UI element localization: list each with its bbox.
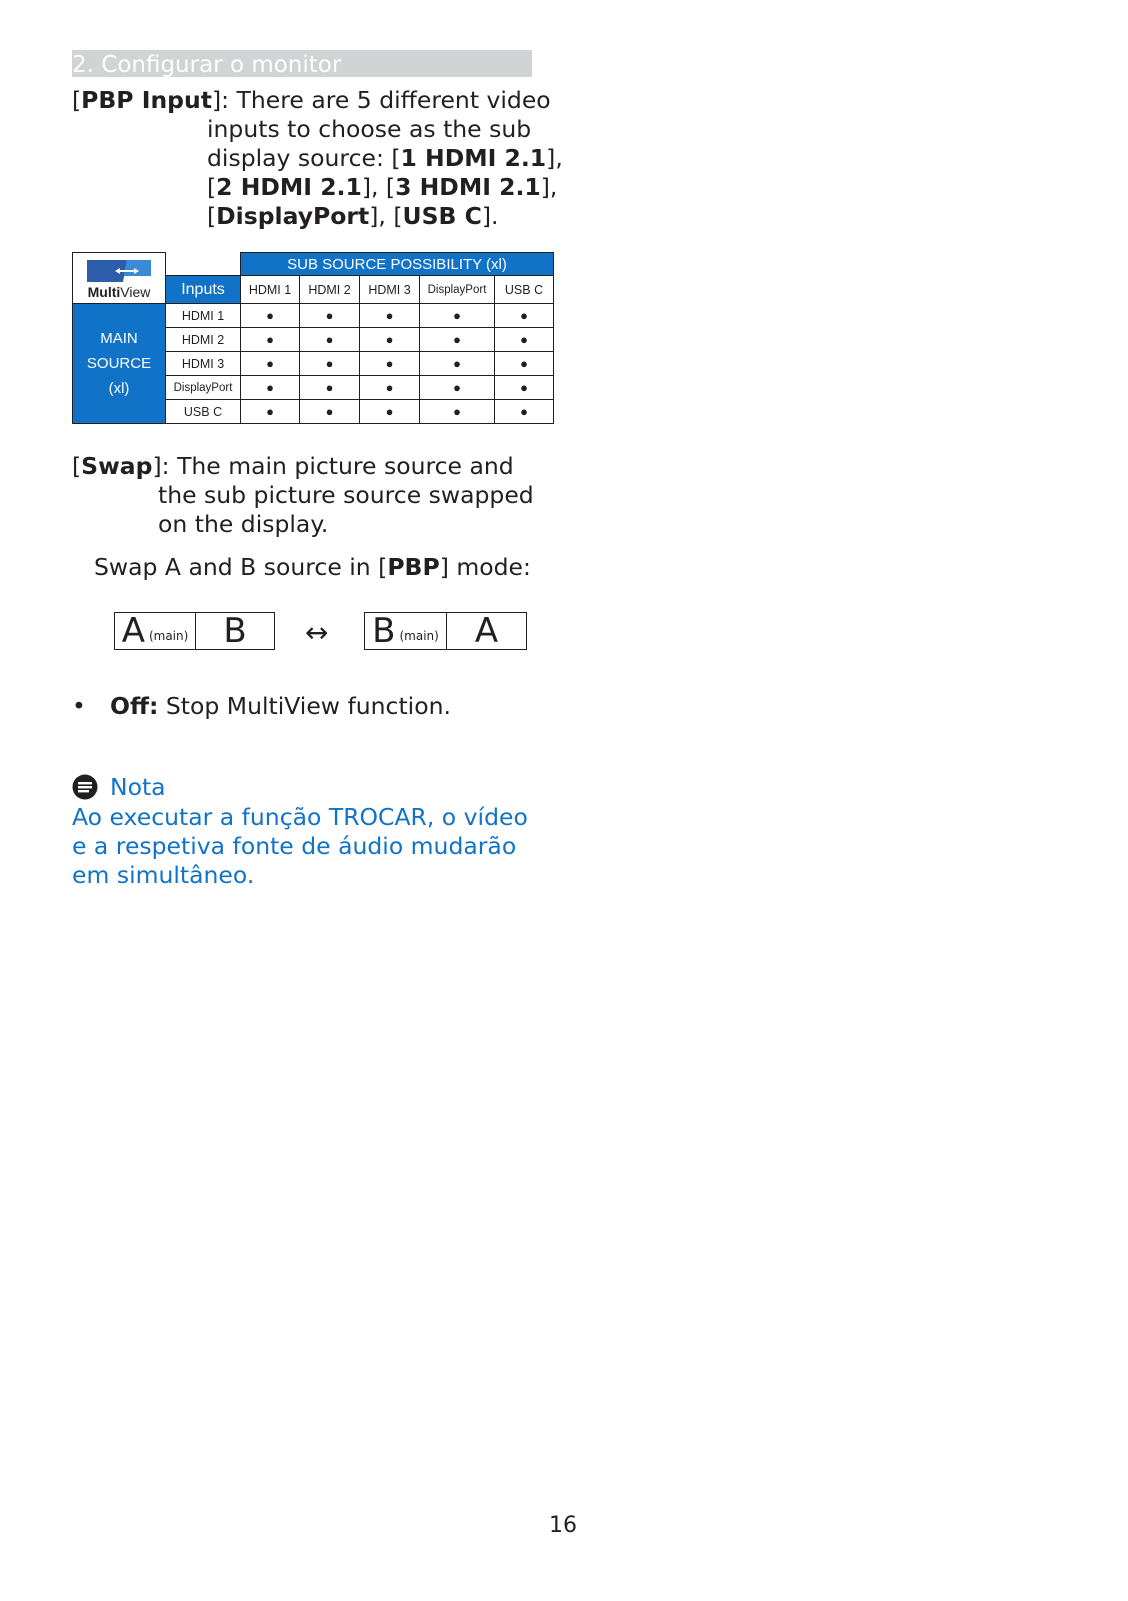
note-line1: Ao executar a função TROCAR, o vídeo — [72, 803, 528, 831]
cell-dot: ● — [300, 328, 360, 352]
pbp-line3-post: ], — [546, 144, 563, 172]
cell-dot: ● — [241, 376, 300, 400]
note-title: Nota — [110, 773, 166, 801]
inputs-header: Inputs — [166, 276, 241, 304]
swap-after-b: B — [372, 611, 396, 651]
swap-after-main — [365, 613, 447, 649]
section-title: 2. Configurar o monitor — [72, 52, 342, 78]
swap-before-main — [115, 613, 196, 649]
cell-dot: ● — [360, 328, 420, 352]
col-header: DisplayPort — [420, 276, 495, 304]
main-source-line2: SOURCE — [86, 355, 152, 372]
pbp-line4: [2 HDMI 2.1], [3 HDMI 2.1], — [207, 173, 558, 201]
multiview-table — [72, 252, 554, 424]
cell-dot: ● — [300, 352, 360, 376]
col-header: HDMI 3 — [360, 276, 420, 304]
cell-dot: ● — [241, 328, 300, 352]
swap-label-line: [Swap]: The main picture source and — [72, 452, 514, 480]
main-source-line1: MAIN — [100, 330, 138, 347]
page-number: 16 — [549, 1513, 577, 1538]
swap-arrow-icon: ↔ — [305, 616, 329, 649]
cell-dot: ● — [495, 304, 554, 328]
pbp-line3-pre: display source: [ — [207, 144, 401, 172]
swap-after-main-tag: (main) — [399, 629, 439, 643]
cell-dot: ● — [300, 400, 360, 424]
multiview-logo-icon — [87, 260, 151, 282]
cell-dot: ● — [495, 328, 554, 352]
multiview-logo — [73, 253, 166, 304]
cell-dot: ● — [420, 304, 495, 328]
main-source-label — [73, 304, 166, 424]
cell-dot: ● — [420, 352, 495, 376]
note-icon — [72, 774, 98, 804]
off-item — [110, 692, 451, 721]
cell-dot: ● — [420, 376, 495, 400]
pbp-src2: 2 HDMI 2.1 — [216, 173, 362, 201]
col-header: HDMI 1 — [241, 276, 300, 304]
pbp-line3 — [207, 144, 563, 173]
swap-before-sub — [196, 613, 274, 649]
pbp-label: PBP Input — [81, 86, 212, 114]
pbp-src5: USB C — [402, 202, 482, 230]
swap-line3: on the display. — [158, 510, 329, 538]
cell-dot: ● — [495, 400, 554, 424]
note-line3: em simultâneo. — [72, 861, 255, 889]
row-label: DisplayPort — [166, 376, 241, 400]
off-text: Stop MultiView function. — [158, 692, 451, 720]
pbp-src3: 3 HDMI 2.1 — [395, 173, 541, 201]
cell-dot: ● — [300, 304, 360, 328]
off-label: Off: — [110, 692, 159, 720]
off-bullet: • — [72, 692, 86, 720]
sub-source-header: SUB SOURCE POSSIBILITY (xl) — [241, 253, 554, 276]
swap-before-a: A — [121, 611, 145, 651]
swap-before-b: B — [223, 611, 247, 651]
swap-before-main-tag: (main) — [148, 629, 189, 643]
swap-mode-pre: Swap A and B source in [ — [94, 553, 388, 581]
main-source-line3: (xl) — [108, 380, 130, 397]
cell-dot: ● — [360, 304, 420, 328]
cell-dot: ● — [241, 352, 300, 376]
cell-dot: ● — [360, 400, 420, 424]
cell-dot: ● — [495, 352, 554, 376]
cell-dot: ● — [495, 376, 554, 400]
row-label: USB C — [166, 400, 241, 424]
swap-line2: the sub picture source swapped — [158, 481, 534, 509]
swap-before-box — [114, 612, 275, 650]
row-label: HDMI 1 — [166, 304, 241, 328]
logo-text: View — [120, 284, 151, 300]
swap-label: Swap — [81, 452, 153, 480]
swap-mode-post: ] mode: — [439, 553, 531, 581]
swap-mode-line — [94, 553, 531, 582]
cell-dot: ● — [300, 376, 360, 400]
pbp-label-line: [PBP Input]: There are 5 different video — [72, 86, 551, 114]
swap-mode-bold: PBP — [387, 553, 440, 581]
cell-dot: ● — [420, 328, 495, 352]
cell-dot: ● — [241, 400, 300, 424]
pbp-line1: There are 5 different video — [236, 86, 551, 114]
cell-dot: ● — [241, 304, 300, 328]
pbp-line5: [DisplayPort], [USB C]. — [207, 202, 499, 230]
swap-after-box — [364, 612, 527, 650]
row-label: HDMI 3 — [166, 352, 241, 376]
cell-dot: ● — [360, 352, 420, 376]
pbp-src1: 1 HDMI 2.1 — [400, 144, 547, 172]
cell-dot: ● — [360, 376, 420, 400]
pbp-src4: DisplayPort — [216, 202, 370, 230]
col-header: USB C — [495, 276, 554, 304]
row-label: HDMI 2 — [166, 328, 241, 352]
note-line2: e a respetiva fonte de áudio mudarão — [72, 832, 517, 860]
cell-dot: ● — [420, 400, 495, 424]
swap-after-a: A — [474, 611, 499, 651]
swap-line1: The main picture source and — [177, 452, 514, 480]
pbp-line2: inputs to choose as the sub — [207, 115, 532, 143]
logo-text-bold: Multi — [87, 284, 121, 300]
col-header: HDMI 2 — [300, 276, 360, 304]
section-header — [72, 50, 532, 77]
swap-after-sub — [447, 613, 526, 649]
